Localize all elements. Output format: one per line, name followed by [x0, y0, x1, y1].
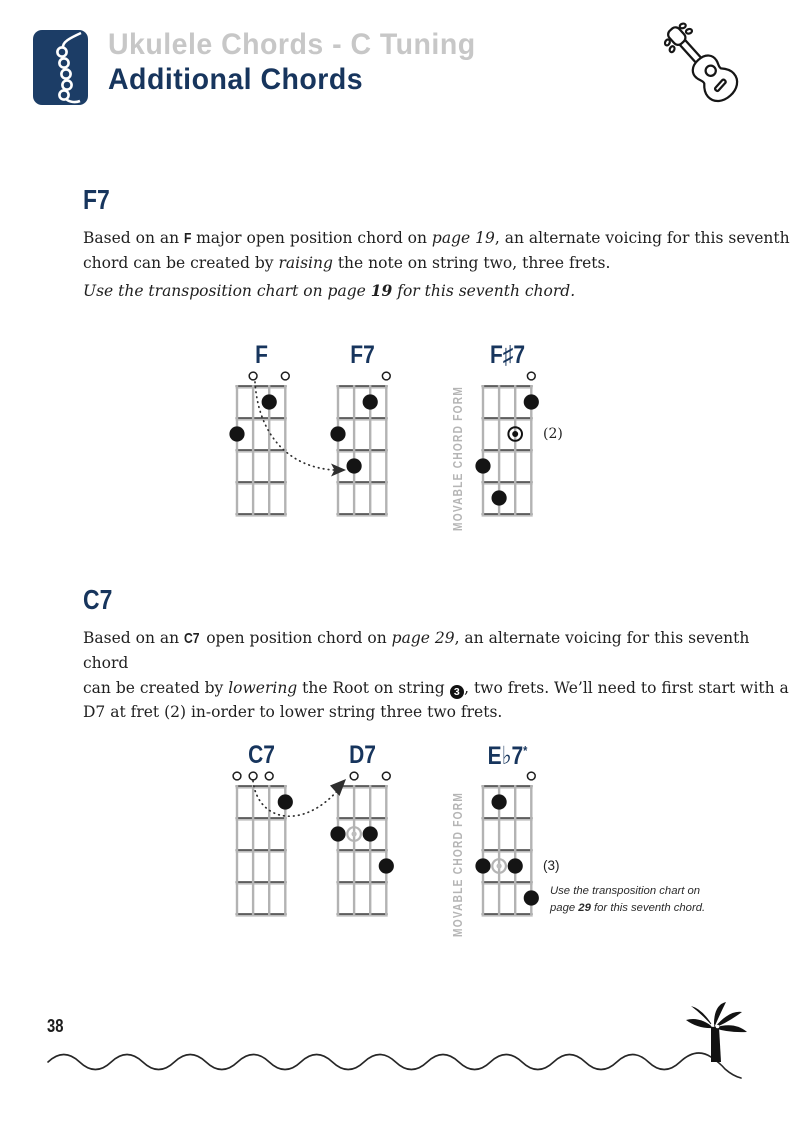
open-string-marker [382, 372, 390, 380]
finger-dot [524, 394, 539, 409]
text-segment: Based on an [83, 229, 184, 247]
palm-tree-icon [680, 1002, 752, 1064]
text-segment: chord can be created by [83, 254, 279, 273]
transition-arrow [238, 368, 358, 480]
text-segment: F [184, 230, 192, 247]
page-title: Additional Chords [108, 63, 364, 96]
text-segment: 29 [578, 901, 591, 914]
fret-position-label: (3) [543, 858, 560, 873]
chord-name-label: E♭7* [487, 742, 528, 770]
text-segment: can be created by [83, 678, 229, 697]
movable-chord-form-label: MOVABLE CHORD FORM [450, 791, 465, 937]
open-string-marker [233, 772, 241, 780]
text-segment: major open position chord on [191, 229, 432, 247]
section-heading-f7: F7 [83, 184, 110, 215]
chord-name-label: C7 [248, 741, 275, 769]
chord-diagram-f-sharp-7 [473, 341, 713, 544]
chord-diagram-e-flat-7 [473, 744, 713, 944]
text-segment: 19 [370, 281, 393, 300]
finger-dot [379, 858, 394, 873]
finger-dot [475, 858, 490, 873]
text-segment: page 19 [431, 229, 495, 247]
text-segment: D7 at fret (2) in-order to lower string three two frets. [83, 703, 503, 722]
text-segment: page 29 [391, 629, 455, 647]
text-segment: lowering [228, 678, 298, 697]
text-segment: , an alternate voicing for this seventh chord [83, 629, 750, 673]
text-segment: for this seventh chord. [590, 901, 706, 914]
text-segment: , two frets. We’ll need to first start with a [464, 678, 789, 697]
open-string-marker [527, 772, 535, 780]
text-segment: the note on string two, three frets. [332, 254, 611, 273]
text-segment: open position chord on [201, 629, 392, 647]
text-segment: for this seventh chord. [392, 282, 576, 300]
text-segment: , an alternate voicing for this seventh [494, 229, 790, 247]
finger-dot [524, 890, 539, 905]
text-segment: Based on an [83, 629, 184, 647]
text-segment: Use the transposition chart on page [83, 282, 371, 300]
section-note-f7 [83, 279, 794, 303]
transposition-note [550, 883, 730, 917]
page-subtitle: Ukulele Chords - C Tuning [108, 28, 476, 61]
chord-name-label: F♯7 [489, 341, 526, 369]
fret-position-label: (2) [543, 426, 563, 442]
open-string-marker [527, 372, 535, 380]
chord-name-label: D7 [349, 741, 376, 769]
text-segment: C7 [184, 630, 200, 647]
finger-dot [492, 490, 507, 505]
fretboard-grid [473, 770, 543, 922]
finger-dot [363, 394, 378, 409]
text-segment: the Root on string [297, 678, 450, 697]
section-body-c7 [83, 626, 794, 725]
finger-dot [475, 458, 490, 473]
movable-chord-form-label: MOVABLE CHORD FORM [450, 385, 465, 531]
ukulele-icon [650, 12, 752, 114]
finger-dot [363, 826, 378, 841]
text-segment: raising [278, 254, 333, 273]
text-segment: page [550, 901, 579, 914]
brand-logo-icon [33, 30, 88, 105]
chord-name-label: F7 [350, 341, 375, 369]
open-string-marker [382, 772, 390, 780]
wave-divider [40, 1040, 755, 1084]
text-segment: Use the transposition chart on [550, 885, 701, 897]
chord-name-label: F [255, 341, 268, 369]
page-number: 38 [47, 1016, 64, 1036]
text-segment: 3 [450, 685, 465, 700]
finger-dot [492, 794, 507, 809]
transition-arrow [243, 768, 358, 840]
section-heading-c7: C7 [83, 584, 113, 615]
section-body-f7 [83, 226, 794, 276]
finger-dot [508, 858, 523, 873]
fretboard-grid [473, 370, 543, 522]
